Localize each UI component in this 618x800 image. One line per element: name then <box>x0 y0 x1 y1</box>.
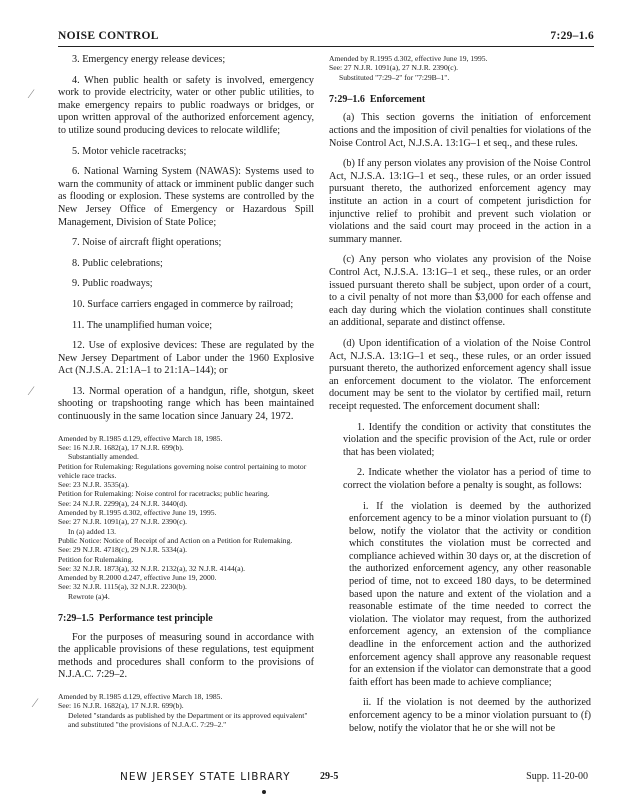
library-stamp: NEW JERSEY STATE LIBRARY <box>120 771 291 783</box>
margin-mark-icon: ∕ <box>30 86 33 101</box>
subsection-d: (d) Upon identification of a violation of the Noise Control Act, N.J.S.A. 13:1G–1 et seq., these rules, or an order issued pursuant thereto, the authorized enforcement agency shall issue an enforcement document to the violator. The enforcement document may be sent to the violator by certified mail, return receipt requested. The enforcement document shall: <box>329 337 591 412</box>
supplement-date: Supp. 11-20-00 <box>526 771 588 782</box>
running-header <box>58 24 594 47</box>
list-item: 11. The unamplified human voice; <box>72 319 213 331</box>
section-number: 7:29–1.5 <box>58 613 94 624</box>
margin-mark-icon: ∕ <box>34 695 37 710</box>
header-section-number: 7:29–1.6 <box>550 30 594 42</box>
paragraph-d2i: i. If the violation is deemed by the authorized enforcement agency to be a minor violation pursuant to (f) below, notify the violator that the activity or condition which constitutes the violation must be corrected and compliance achieved within 30 days or, at the discretion of the authorized enforcement agency, any other reasonable period of time, not to exceed 180 days, to be determined based upon the nature and extent of the violation and a reasonable estimate of the time needed to correct the violation. The violator may request, from the authorized enforcement agency, an extension of the compliance deadline in the enforcement action and the authorized enforcement agency shall approve any reasonable request for an extension if the violator can demonstrate that a good faith effort has been made to achieve compliance; <box>349 500 591 688</box>
subsection-c: (c) Any person who violates any provision of the Noise Control Act, N.J.S.A. 13:1G–1 et seq., these rules, or an order issued pursuant thereto shall be subject, upon order of a court, to a civil penalty of not more than $3,000 for each offense and each day during which the violation continues shall constitute an additional, separate and distinct offense. <box>329 254 591 329</box>
paragraph-d2ii: ii. If the violation is not deemed by the authorized enforcement agency to be a minor violation pursuant to (f) below, notify the violator that he or she will not be <box>349 697 591 734</box>
list-item: 12. Use of explosive devices: These are regulated by the New Jersey Department of Labor under the 1960 Explosive Act (N.J.S.A. 21:1A–1 to 21:1A–144); or <box>58 340 314 377</box>
page-number: 29-5 <box>320 771 339 782</box>
section-heading <box>58 613 314 626</box>
dot-mark <box>262 790 266 794</box>
paragraph-d2: 2. Indicate whether the violator has a period of time to correct the violation before a penalty is sought, as follows: <box>343 467 591 491</box>
section-title: Enforcement <box>369 93 426 105</box>
subsection-b: (b) If any person violates any provision of the Noise Control Act, N.J.S.A. 13:1G–1 et seq., these rules, or an order issued pursuant thereto, the authorized enforcement agency may institute an action in a court of competent jurisdiction for injunctive relief to prohibit and prevent such violation or violations and the said court may proceed in the action in a summary manner. <box>329 158 591 245</box>
list-item: 8. Public celebrations; <box>72 257 163 269</box>
list-item: 10. Surface carriers engaged in commerce by railroad; <box>72 298 294 310</box>
list-item: 4. When public health or safety is involved, emergency work to provide electricity, water or other public utilities, to make emergency repairs to public roadways or bridges, or upon written approval of the authorized enforcement agency, to utilize sound producing devices to relocate wildlife; <box>58 74 314 136</box>
margin-mark-icon: ∕ <box>30 383 33 398</box>
history-note: Amended by R.1995 d.302, effective June 19, 1995. See: 27 N.J.R. 1091(a), 27 N.J.R. 2390(c). Substituted "7:29–2" for "7:29B–1". <box>329 54 488 82</box>
section-heading <box>329 94 591 107</box>
page-footer <box>120 771 588 785</box>
list-item: 3. Emergency energy release devices; <box>72 54 226 65</box>
left-column <box>58 54 314 729</box>
header-title: NOISE CONTROL <box>58 30 159 42</box>
history-note: Amended by R.1985 d.129, effective March 18, 1985. See: 16 N.J.R. 1682(a), 17 N.J.R. 699(b). Deleted "standards as published by the Department or its approved equivalent" and substituted "the provisions of N.J.A.C. 7:29–2." <box>58 691 308 729</box>
list-item: 7. Noise of aircraft flight operations; <box>72 237 222 249</box>
list-item: 5. Motor vehicle racetracks; <box>72 145 187 157</box>
section-number: 7:29–1.6 <box>329 93 365 105</box>
list-item: 6. National Warning System (NAWAS): Systems used to warn the community of attack or imminent public danger such as flooding or explosion. These systems are controlled by the New Jersey Office of Emergency or Hazardous Spill Management, Division of State Police; <box>58 166 314 228</box>
list-item: 13. Normal operation of a handgun, rifle, shotgun, skeet shooting or trapshooting range which has been maintained continuously in the same location since January 24, 1972. <box>58 385 314 423</box>
history-note: Amended by R.1985 d.129, effective March 18, 1985. See: 16 N.J.R. 1682(a), 17 N.J.R. 699(b). Substantially amended. Petition for Rulemaking: Regulations governing noise control pertaining to motor vehicle race tracks. See: 23 N.J.R. 3535(a). Petition for Rulemaking: Noise control for racetracks; public hearing. See: 24 N.J.R. 2299(a), 24 N.J.R. 3440(d). Amended by R.1995 d.302, effective June 19, 1995. See: 27 N.J.R. 1091(a), 27 N.J.R. 2390(c). In (a) added 13. Public Notice: Notice of Receipt of and Action on a Petition for Rulemaking. See: 29 N.J.R. 4718(c), 29 N.J.R. 5334(a). Petition for Rulemaking. See: 32 N.J.R. 1873(a), 32 N.J.R. 2132(a), 32 N.J.R. 4144(a). Amended by R.2000 d.247, effective June 19, 2000. See: 32 N.J.R. 1115(a), 32 N.J.R. 2230(b). Rewrote (a)4. <box>58 433 307 601</box>
list-item: 9. Public roadways; <box>72 278 153 290</box>
section-title: Performance test principle <box>98 613 213 624</box>
right-column <box>329 54 591 743</box>
subsection-a: (a) This section governs the initiation of enforcement actions and the imposition of civil penalties for violations of the Noise Control Act, N.J.S.A. 13:1G–1 et seq., and these rules. <box>329 112 591 149</box>
section-text: For the purposes of measuring sound in accordance with the applicable provisions of these regulations, test equipment methods and procedures shall conform to the provisions of N.J.A.C. 7:29–2. <box>58 631 314 681</box>
paragraph-d1: 1. Identify the condition or activity that constitutes the violation and the specific provision of the Act, rule or order that has been violated; <box>343 421 591 458</box>
